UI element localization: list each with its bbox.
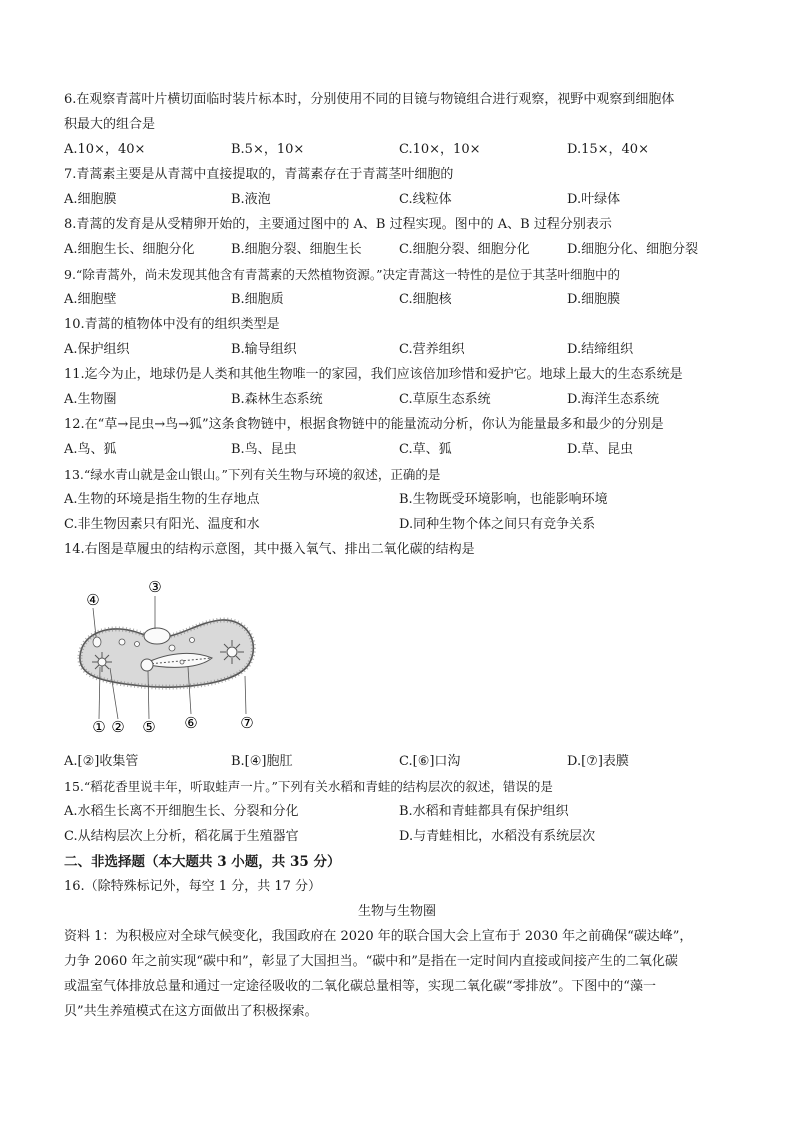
front-structure [93,637,101,647]
q9-option-b: B.细胞质 [231,292,284,307]
q13-option-d: D.同种生物个体之间只有竞争关系 [399,517,596,532]
leader-line-7 [245,676,246,714]
q13-option-b: B.生物既受环境影响，也能影响环境 [399,492,608,507]
q14-option-d: D.[⑦]表膜 [567,754,629,769]
q11-option-a: A.生物圈 [64,392,117,407]
food-vacuole [119,639,125,645]
q7-option-d: D.叶绿体 [567,192,621,207]
q14-option-b: B.[④]胞肛 [231,754,293,769]
q9-option-c: C.细胞核 [399,292,452,307]
q6-option-d: D.15×，40× [567,142,649,157]
q16-para-line2: 力争 2060 年之前实现“碳中和”，彰显了大国担当。“碳中和”是指在一定时间内直接或间接产生的二氧化碳 [64,954,678,969]
section-heading: 二、非选择题（本大题共 3 小题，共 35 分） [64,854,341,870]
q12-option-c: C.草、狐 [399,442,452,457]
q16-para-line1: 资料 1：为积极应对全球气候变化，我国政府在 2020 年的联合国大会上宣布于 2030 年之前确保“碳达峰”， [64,929,693,944]
q11-option-c: C.草原生态系统 [399,392,491,407]
label-5: ⑤ [142,718,156,736]
label-4: ④ [86,591,100,609]
q12-stem: 12.在“草→昆虫→鸟→狐”这条食物链中，根据食物链中的能量流动分析，你认为能量最多和最少的分别是 [64,417,664,432]
q7-option-c: C.线粒体 [399,192,452,207]
q8-option-d: D.细胞分化、细胞分裂 [567,242,699,257]
q9-option-a: A.细胞壁 [64,292,117,307]
q7-stem: 7.青蒿素主要是从青蒿中直接提取的，青蒿素存在于青蒿茎叶细胞的 [64,167,454,182]
q13-stem: 13.“绿水青山就是金山银山。”下列有关生物与环境的叙述，正确的是 [64,467,441,482]
paramecium-figure [62,572,262,746]
q8-stem: 8.青蒿的发育是从受精卵开始的，主要通过图中的 A、B 过程实现。图中的 A、B 过程分别表示 [64,217,612,232]
q6-stem-line2: 积最大的组合是 [64,117,156,132]
q15-option-a: A.水稻生长离不开细胞生长、分裂和分化 [64,804,299,819]
food-vacuole [180,660,184,664]
q12-option-a: A.鸟、狐 [64,442,117,457]
contractile-vacuole-left [92,652,112,672]
q10-option-c: C.营养组织 [399,342,465,357]
q14-option-c: C.[⑥]口沟 [399,754,461,769]
q10-option-b: B.输导组织 [231,342,297,357]
q14-option-a: A.[②]收集管 [64,754,139,769]
q8-option-a: A.细胞生长、细胞分化 [64,242,195,257]
q11-option-d: D.海洋生态系统 [567,392,660,407]
q7-option-b: B.液泡 [231,192,271,207]
q6-option-a: A.10×，40× [64,142,146,157]
q7-option-a: A.细胞膜 [64,192,117,207]
label-6: ⑥ [184,714,198,732]
q8-option-c: C.细胞分裂、细胞分化 [399,242,530,257]
q9-stem: 9.“除青蒿外，尚未发现其他含有青蒿素的天然植物资源。”决定青蒿这一特性的是位于其茎叶细胞中的 [64,267,620,282]
q10-stem: 10.青蒿的植物体中没有的组织类型是 [64,317,280,332]
q13-option-c: C.非生物因素只有阳光、温度和水 [64,517,260,532]
q6-stem-line1: 6.在观察青蒿叶片横切面临时装片标本时，分别使用不同的目镜与物镜组合进行观察，视野中观察到细胞体 [64,92,675,107]
label-3: ③ [148,578,162,596]
q16-para-line3: 或温室气体排放总量和通过一定途径吸收的二氧化碳总量相等，实现二氧化碳“零排放”。下图中的“藻一 [64,979,656,994]
q13-option-a: A.生物的环境是指生物的生存地点 [64,492,260,507]
q15-option-b: B.水稻和青蛙都具有保护组织 [399,804,569,819]
q12-option-d: D.草、昆虫 [567,442,634,457]
q6-option-c: C.10×，10× [399,142,481,157]
q15-option-c: C.从结构层次上分析，稻花属于生殖器官 [64,829,299,844]
q15-option-d: D.与青蛙相比，水稻没有系统层次 [399,829,596,844]
q16-intro: 16.（除特殊标记外，每空 1 分，共 17 分） [64,879,322,894]
q6-option-b: B.5×，10× [231,142,305,157]
q12-option-b: B.鸟、昆虫 [231,442,297,457]
q10-option-d: D.结缔组织 [567,342,634,357]
q10-option-a: A.保护组织 [64,342,130,357]
food-vacuole [190,638,195,643]
label-7: ⑦ [240,714,254,732]
q8-option-b: B.细胞分裂、细胞生长 [231,242,362,257]
label-2: ② [111,718,125,736]
q11-option-b: B.森林生态系统 [231,392,323,407]
paramecium-diagram [62,572,262,742]
food-vacuole [169,645,175,651]
q9-option-d: D.细胞膜 [567,292,621,307]
nucleus [144,628,170,644]
cytopyge [141,659,153,671]
label-1: ① [92,718,106,736]
q11-stem: 11.迄今为止，地球仍是人类和其他生物唯一的家园，我们应该倍加珍惜和爱护它。地球上最大的生态系统是 [64,367,683,382]
q16-title: 生物与生物圈 [357,904,436,919]
food-vacuole [135,642,140,647]
q15-stem: 15.“稻花香里说丰年，听取蛙声一片。”下列有关水稻和青蛙的结构层次的叙述，错误的是 [64,779,553,794]
q14-stem: 14.右图是草履虫的结构示意图，其中摄入氧气、排出二氧化碳的结构是 [64,542,475,557]
q16-para-line4: 贝”共生养殖模式在这方面做出了积极探索。 [64,1004,318,1019]
